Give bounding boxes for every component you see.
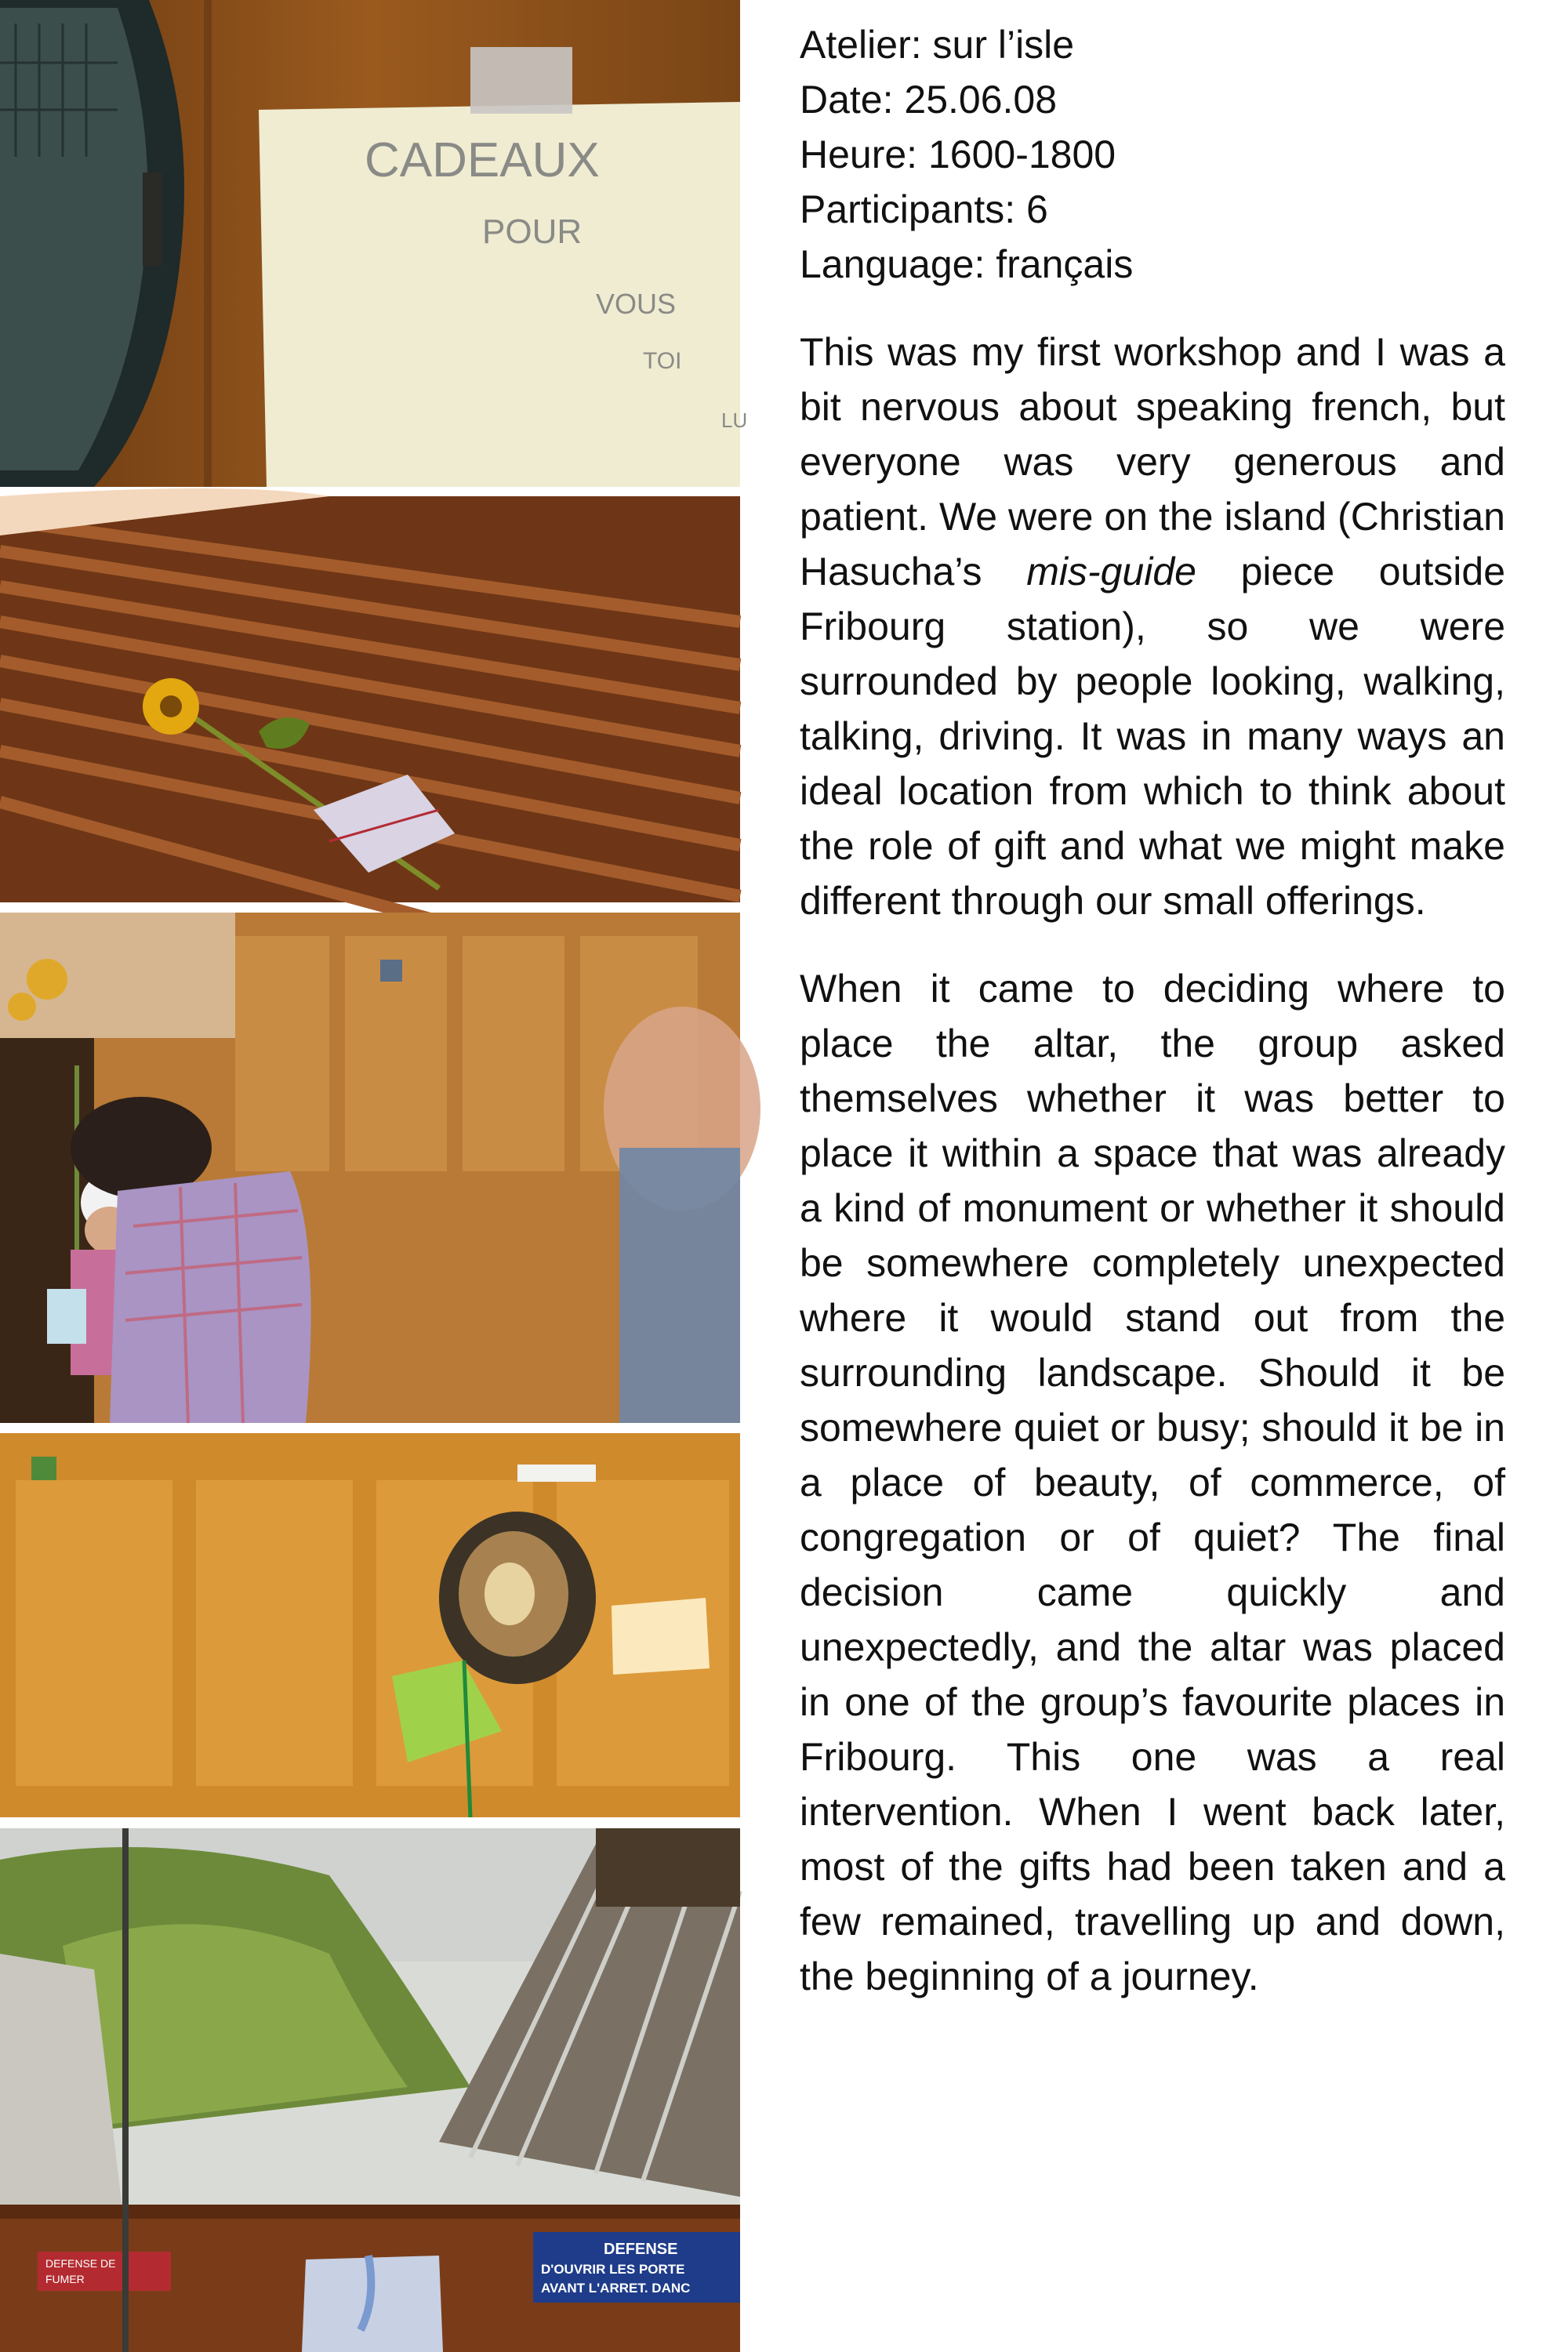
emphasis-mis-guide: mis-guide xyxy=(1026,550,1196,593)
sign-text: D'OUVRIR LES PORTE xyxy=(541,2262,685,2277)
paragraph-text: piece outside Fribourg station), so we were surrounded by people looking, walking, talking, driving. It was in many ways an ideal location from which to think about the role of gift and what we might make different through our small offerings. xyxy=(800,550,1506,923)
photo-lamp-green-envelope xyxy=(0,1433,740,1817)
date-line: Date: 25.06.08 xyxy=(800,78,1058,122)
photo-funicular-track xyxy=(0,1828,740,2352)
atelier-line: Atelier: sur l’isle xyxy=(800,23,1075,67)
heure-line: Heure: 1600-1800 xyxy=(800,132,1116,176)
note-text-line: CADEAUX xyxy=(365,133,600,187)
photo-funicular-interior-people xyxy=(0,913,740,1423)
text-column xyxy=(800,17,1505,2004)
photo-note-cadeaux xyxy=(0,0,748,487)
sign-text: FUMER xyxy=(45,2273,85,2285)
sign-text: DEFENSE DE xyxy=(45,2257,116,2270)
note-text-line: VOUS xyxy=(596,288,677,320)
participants-line: Participants: 6 xyxy=(800,187,1048,231)
sign-text: AVANT L'ARRET. DANC xyxy=(541,2281,691,2296)
paragraph-altar: When it came to deciding where to place the altar, the group asked themselves whether it was better to place it within a space that was already a kind of monument or whether it should be somewhere completely unexpected where it would stand out from the surrounding landscape. Should it be somewhere quiet or busy; should it be in a place of beauty, of commerce, of congregation or of quiet? The final decision came quickly and unexpectedly, and the altar was placed in one of the group’s favourite places in Fribourg. This one was a real intervention. When I went back later, most of the gifts had been taken and a few remained, travelling up and down, the beginning of a journey. xyxy=(800,967,1505,1998)
paragraph-text: This was my first workshop and I was a bit nervous about speaking french, but everyone was very generous and patient. We were on the island (Christian Hasucha’s xyxy=(800,330,1505,593)
note-text-line: TOI xyxy=(643,348,682,374)
paragraph-workshop xyxy=(800,325,1505,928)
note-text-line: LU xyxy=(721,408,748,432)
note-text-line: POUR xyxy=(482,212,583,251)
sign-text: DEFENSE xyxy=(604,2241,678,2258)
photo-bench-sunflower xyxy=(0,496,740,902)
language-line: Language: français xyxy=(800,242,1134,286)
